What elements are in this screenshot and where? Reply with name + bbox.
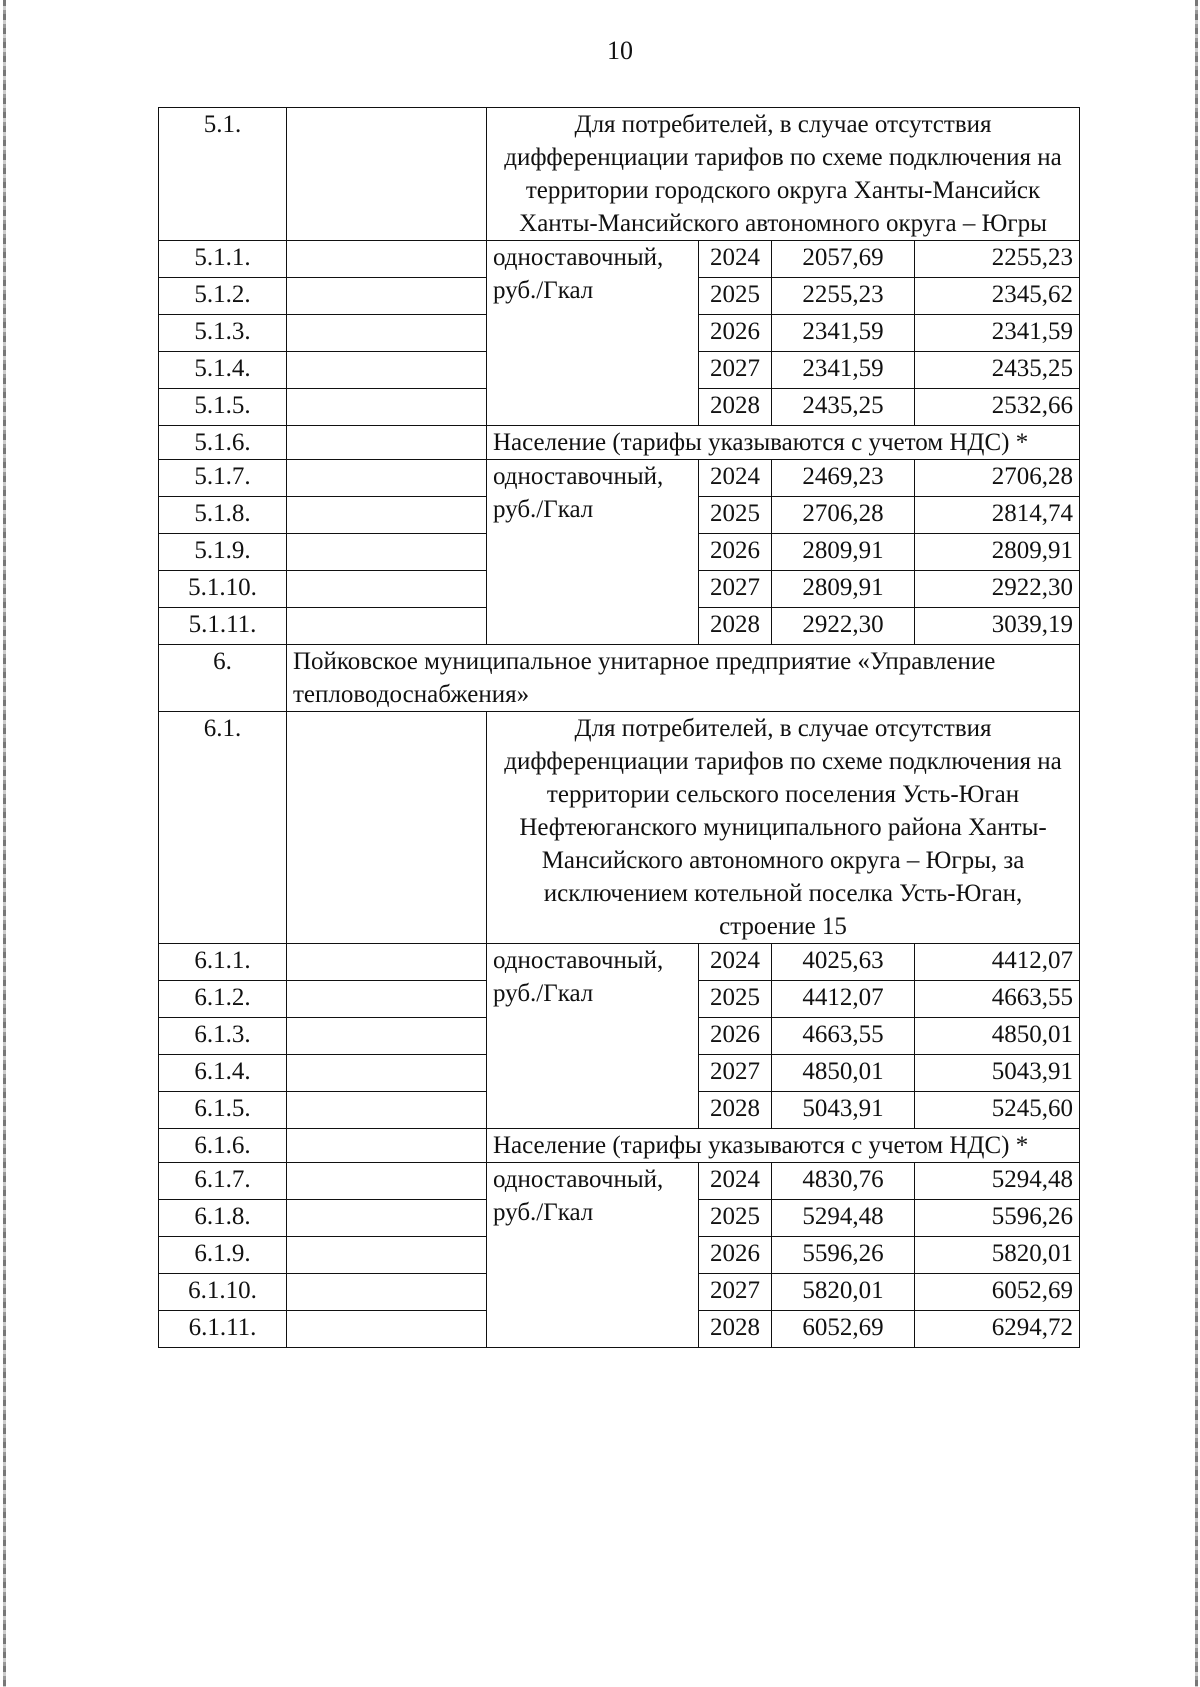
row-number: 5.1.4. xyxy=(159,352,287,389)
year-cell: 2026 xyxy=(699,1237,772,1274)
tariff-second-half: 2255,23 xyxy=(915,241,1080,278)
year-cell: 2028 xyxy=(699,1092,772,1129)
population-note: Население (тарифы указываются с учетом НДС) * xyxy=(487,1129,1080,1163)
blank-cell xyxy=(287,497,487,534)
year-cell: 2025 xyxy=(699,981,772,1018)
tariff-second-half: 4412,07 xyxy=(915,944,1080,981)
row-number: 5.1.5. xyxy=(159,389,287,426)
tariff-first-half: 2809,91 xyxy=(772,571,915,608)
organization-name: Пойковское муниципальное унитарное предприятие «Управление тепловодоснабжения» xyxy=(287,645,1080,712)
year-cell: 2028 xyxy=(699,389,772,426)
blank-cell xyxy=(287,571,487,608)
tariff-kind: одноставочный, руб./Гкал xyxy=(487,1163,699,1348)
year-cell: 2027 xyxy=(699,1274,772,1311)
tariff-row xyxy=(159,1163,1080,1200)
row-number: 6.1.8. xyxy=(159,1200,287,1237)
blank-cell xyxy=(287,534,487,571)
section-header-row xyxy=(159,712,1080,944)
row-number: 6.1.5. xyxy=(159,1092,287,1129)
tariff-first-half: 2922,30 xyxy=(772,608,915,645)
row-number: 5.1.8. xyxy=(159,497,287,534)
row-number: 6. xyxy=(159,645,287,712)
blank-cell xyxy=(287,608,487,645)
tariff-first-half: 2341,59 xyxy=(772,315,915,352)
tariff-first-half: 2706,28 xyxy=(772,497,915,534)
blank-cell xyxy=(287,278,487,315)
tariff-first-half: 5596,26 xyxy=(772,1237,915,1274)
page-number: 10 xyxy=(607,36,633,65)
tariff-second-half: 4663,55 xyxy=(915,981,1080,1018)
row-number: 5.1.1. xyxy=(159,241,287,278)
tariff-second-half: 6052,69 xyxy=(915,1274,1080,1311)
tariff-first-half: 6052,69 xyxy=(772,1311,915,1348)
year-cell: 2027 xyxy=(699,352,772,389)
blank-cell xyxy=(287,389,487,426)
tariff-first-half: 4663,55 xyxy=(772,1018,915,1055)
tariff-second-half: 2814,74 xyxy=(915,497,1080,534)
blank-cell xyxy=(287,352,487,389)
blank-cell xyxy=(287,981,487,1018)
consumer-group-title: Для потребителей, в случае отсутствия дифференциации тарифов по схеме подключения на территории сельского поселения Усть-Юган Нефтеюганского муниципального района Ханты-Мансийского автономного округа – Югры, за исключением котельной поселка Усть-Юган, строение 15 xyxy=(487,712,1080,944)
tariff-first-half: 2435,25 xyxy=(772,389,915,426)
row-number: 6.1.2. xyxy=(159,981,287,1018)
tariff-second-half: 2532,66 xyxy=(915,389,1080,426)
tariff-second-half: 5245,60 xyxy=(915,1092,1080,1129)
year-cell: 2026 xyxy=(699,315,772,352)
year-cell: 2026 xyxy=(699,1018,772,1055)
blank-cell xyxy=(287,1274,487,1311)
tariff-second-half: 2345,62 xyxy=(915,278,1080,315)
tariff-second-half: 4850,01 xyxy=(915,1018,1080,1055)
tariff-second-half: 2341,59 xyxy=(915,315,1080,352)
year-cell: 2024 xyxy=(699,1163,772,1200)
blank-cell xyxy=(287,426,487,460)
year-cell: 2025 xyxy=(699,278,772,315)
blank-cell xyxy=(287,1018,487,1055)
row-number: 6.1.11. xyxy=(159,1311,287,1348)
blank-cell xyxy=(287,460,487,497)
year-cell: 2025 xyxy=(699,1200,772,1237)
tariff-kind: одноставочный, руб./Гкал xyxy=(487,944,699,1129)
tariff-kind: одноставочный, руб./Гкал xyxy=(487,241,699,426)
population-note-row xyxy=(159,426,1080,460)
blank-cell xyxy=(287,1311,487,1348)
tariff-second-half: 2809,91 xyxy=(915,534,1080,571)
tariff-first-half: 4412,07 xyxy=(772,981,915,1018)
tariff-second-half: 3039,19 xyxy=(915,608,1080,645)
tariff-table xyxy=(158,107,1080,1348)
row-number: 5.1.7. xyxy=(159,460,287,497)
tariff-second-half: 5596,26 xyxy=(915,1200,1080,1237)
tariff-table-body xyxy=(159,108,1080,1348)
tariff-second-half: 5294,48 xyxy=(915,1163,1080,1200)
tariff-first-half: 2341,59 xyxy=(772,352,915,389)
scan-edge-right xyxy=(1195,0,1198,1687)
tariff-first-half: 2469,23 xyxy=(772,460,915,497)
tariff-first-half: 4850,01 xyxy=(772,1055,915,1092)
year-cell: 2024 xyxy=(699,241,772,278)
tariff-second-half: 5043,91 xyxy=(915,1055,1080,1092)
row-number: 5.1.3. xyxy=(159,315,287,352)
year-cell: 2026 xyxy=(699,534,772,571)
row-number: 6.1.3. xyxy=(159,1018,287,1055)
tariff-second-half: 2706,28 xyxy=(915,460,1080,497)
year-cell: 2024 xyxy=(699,944,772,981)
consumer-group-title: Для потребителей, в случае отсутствия дифференциации тарифов по схеме подключения на территории городского округа Ханты-Мансийск Ханты-Мансийского автономного округа – Югры xyxy=(487,108,1080,241)
row-number: 5.1.6. xyxy=(159,426,287,460)
tariff-kind: одноставочный, руб./Гкал xyxy=(487,460,699,645)
scan-edge-left xyxy=(3,0,6,1687)
row-number: 6.1.7. xyxy=(159,1163,287,1200)
year-cell: 2028 xyxy=(699,608,772,645)
tariff-second-half: 2922,30 xyxy=(915,571,1080,608)
tariff-first-half: 5294,48 xyxy=(772,1200,915,1237)
tariff-row xyxy=(159,944,1080,981)
section-header-row xyxy=(159,108,1080,241)
row-number: 5.1.2. xyxy=(159,278,287,315)
year-cell: 2025 xyxy=(699,497,772,534)
row-number: 6.1.9. xyxy=(159,1237,287,1274)
row-number: 6.1.1. xyxy=(159,944,287,981)
row-number: 6.1.10. xyxy=(159,1274,287,1311)
year-cell: 2027 xyxy=(699,1055,772,1092)
year-cell: 2027 xyxy=(699,571,772,608)
organization-row xyxy=(159,645,1080,712)
year-cell: 2028 xyxy=(699,1311,772,1348)
blank-cell xyxy=(287,1055,487,1092)
tariff-first-half: 4025,63 xyxy=(772,944,915,981)
blank-cell xyxy=(287,108,487,241)
population-note-row xyxy=(159,1129,1080,1163)
row-number: 5.1.11. xyxy=(159,608,287,645)
blank-cell xyxy=(287,1237,487,1274)
tariff-second-half: 2435,25 xyxy=(915,352,1080,389)
row-number: 6.1.6. xyxy=(159,1129,287,1163)
blank-cell xyxy=(287,944,487,981)
blank-cell xyxy=(287,712,487,944)
tariff-second-half: 6294,72 xyxy=(915,1311,1080,1348)
blank-cell xyxy=(287,315,487,352)
row-number: 6.1. xyxy=(159,712,287,944)
tariff-first-half: 2255,23 xyxy=(772,278,915,315)
row-number: 6.1.4. xyxy=(159,1055,287,1092)
tariff-first-half: 2057,69 xyxy=(772,241,915,278)
tariff-row xyxy=(159,460,1080,497)
blank-cell xyxy=(287,1163,487,1200)
year-cell: 2024 xyxy=(699,460,772,497)
tariff-first-half: 4830,76 xyxy=(772,1163,915,1200)
population-note: Население (тарифы указываются с учетом НДС) * xyxy=(487,426,1080,460)
tariff-first-half: 5820,01 xyxy=(772,1274,915,1311)
tariff-row xyxy=(159,241,1080,278)
row-number: 5.1.9. xyxy=(159,534,287,571)
tariff-first-half: 5043,91 xyxy=(772,1092,915,1129)
blank-cell xyxy=(287,1200,487,1237)
tariff-first-half: 2809,91 xyxy=(772,534,915,571)
blank-cell xyxy=(287,1129,487,1163)
blank-cell xyxy=(287,241,487,278)
row-number: 5.1.10. xyxy=(159,571,287,608)
row-number: 5.1. xyxy=(159,108,287,241)
tariff-second-half: 5820,01 xyxy=(915,1237,1080,1274)
blank-cell xyxy=(287,1092,487,1129)
